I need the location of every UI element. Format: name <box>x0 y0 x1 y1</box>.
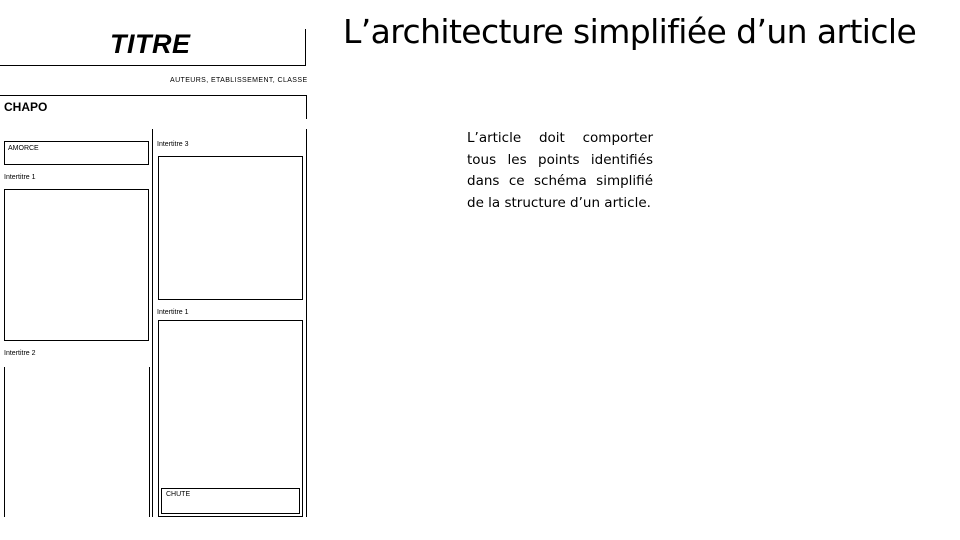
titre-right-rule <box>305 29 306 66</box>
intertitre-3-right-label: Intertitre 3 <box>157 141 189 148</box>
schema-auteurs: AUTEURS, ETABLISSEMENT, CLASSE <box>170 77 308 84</box>
intertitre-1-left-label: Intertitre 1 <box>4 174 36 181</box>
schema-titre: TITRE <box>110 29 191 59</box>
column-separator <box>152 129 153 517</box>
left-column-rule-top <box>4 367 5 517</box>
slide-body-text: L’article doit comporter tous les points identifiés dans ce schéma simplifié de la structure d’un article. <box>467 130 653 211</box>
intertitre-1-right-label: Intertitre 1 <box>157 309 189 316</box>
titre-bottom-rule <box>0 65 306 66</box>
page-right-edge <box>306 129 307 517</box>
chapo-right-rule <box>306 95 307 119</box>
left-column-rule-right <box>149 367 150 517</box>
left-text-box-1 <box>4 189 149 341</box>
intertitre-2-left-label: Intertitre 2 <box>4 350 36 357</box>
right-text-box-1 <box>158 156 303 300</box>
schema-chapo: CHAPO <box>4 100 48 114</box>
slide-title: L’architecture simplifiée d’un article <box>343 12 917 51</box>
chapo-top-rule <box>0 95 307 96</box>
amorce-label: AMORCE <box>8 145 39 152</box>
chute-label: CHUTE <box>166 491 191 498</box>
